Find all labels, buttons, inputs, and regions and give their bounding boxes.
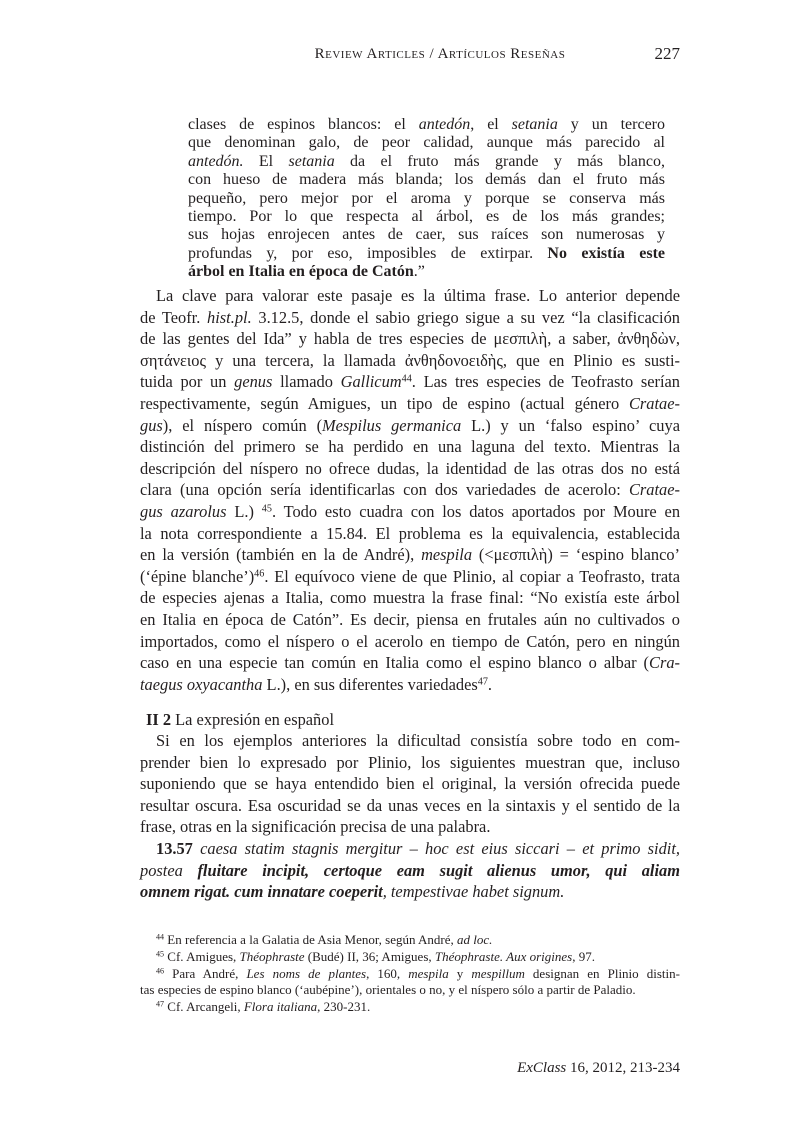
text-line (140, 982, 680, 999)
text-line (140, 860, 680, 882)
text-run: hist.pl. (207, 307, 252, 327)
footnote-ref: 45 (156, 949, 165, 959)
footnote-ref: 47 (156, 999, 165, 1009)
text-run: Théophraste. Aux origines (434, 948, 573, 964)
text-line (140, 674, 680, 696)
text-line (140, 393, 680, 415)
section-heading (146, 709, 334, 731)
text-run: tuida por un (140, 372, 235, 392)
text-line (140, 415, 680, 437)
text-run: que denominan galo, de peor calidad, aunque más parecido al (188, 134, 665, 152)
footnote-ref: 46 (254, 568, 265, 580)
text-line (188, 245, 665, 263)
text-run: . Las tres especies de Teofrasto serían (411, 372, 681, 392)
text-run: antedón (418, 116, 471, 133)
text-line (140, 566, 680, 588)
text-run: fluitare incipit, certoque eam sugit alienus umor, qui aliam (197, 860, 680, 880)
text-run: . (487, 674, 492, 694)
text-line (140, 609, 680, 631)
text-run: .” (413, 263, 425, 281)
text-run: árbol en Italia en época de Catón (188, 263, 414, 281)
text-run: tas especies de espino blanco (‘aubépine’), orientales o no, y el níspero sólo a partir de Paladio. (140, 982, 636, 998)
text-run: caso en una especie tan común en Italia como el espino blanco o albar ( (140, 653, 650, 673)
text-run: L.), en sus diferentes variedades (262, 674, 478, 694)
text-run: , el (470, 116, 512, 133)
text-run: suponiendo que se haya entendido bien el original, la versión ofrecida puede (140, 774, 680, 794)
text-run: (Budé) II, 36; Amigues, (304, 948, 435, 964)
body-paragraph (140, 285, 680, 695)
text-run: Gallicum (340, 372, 402, 392)
text-run: sus hojas enrojecen antes de caer, sus raíces son numerosas y (188, 226, 665, 244)
text-run: y un tercero (557, 116, 666, 133)
text-run: gus azarolus (140, 501, 227, 521)
text-run: frase, otras en la significación precisa de una palabra. (140, 817, 491, 837)
footnote-ref: 45 (261, 503, 272, 515)
text-run: σητάνειος y una tercera, la llamada ἀνθηδονοειδὴς, que en Plinio es susti- (140, 350, 680, 370)
text-line (140, 999, 680, 1016)
text-run: antedón. (188, 152, 244, 170)
footnote-ref: 44 (156, 932, 165, 942)
text-run: 13.57 (156, 839, 193, 858)
latin-quotation (140, 838, 680, 903)
text-line (146, 709, 334, 731)
text-line (188, 171, 665, 189)
text-run: , 160, (366, 965, 409, 981)
text-line (188, 153, 665, 171)
body-paragraph-2 (140, 730, 680, 838)
text-run: Flora italiana (243, 999, 318, 1015)
text-run: . Todo esto cuadra con los datos aportados por Moure en (271, 501, 681, 521)
text-run: postea (140, 860, 198, 880)
text-line (140, 285, 680, 307)
text-run: setania (511, 116, 558, 133)
text-line (140, 371, 680, 393)
text-run: importados, como el níspero o el acerolo en tiempo de Catón, pero en ningún (140, 631, 680, 651)
text-run: II 2 (146, 710, 172, 729)
journal-citation (517, 1060, 680, 1077)
text-run: Para André, (164, 965, 247, 981)
text-line (188, 134, 665, 152)
text-line (140, 795, 680, 817)
text-line (140, 881, 680, 903)
text-run: de especies ajenas a Italia, como muestra la frase final: “No existía este árbol (140, 588, 680, 608)
footnotes (140, 932, 680, 1016)
text-run: Cratae- (629, 393, 680, 413)
text-run: 3.12.5, donde el sabio griego sigue a su vez “la clasificación (251, 307, 680, 327)
text-run: de las gentes del Ida” y habla de tres especies de μεσπιλὴ, a saber, ἀνθηδὼν, (140, 329, 680, 349)
text-run: Mespilus germanica (322, 415, 462, 435)
text-run: , 230-231. (317, 999, 371, 1015)
footnote-ref: 46 (156, 966, 165, 976)
text-line (140, 932, 680, 949)
text-run: distinción del primero se ha perdido en una laguna del texto. Mientras la (140, 437, 680, 457)
text-run: con hueso de madera más blanda; los demás dan el fruto más (188, 171, 665, 189)
text-run: L.) y un ‘falso espino’ cuya (461, 415, 680, 435)
text-run: (<μεσπιλὴ) = ‘espino blanco’ (472, 545, 681, 565)
text-run: La clave para valorar este pasaje es la última frase. Lo anterior depende (156, 286, 680, 305)
text-run: profundas y, por eso, imposibles de extirpar. (188, 244, 548, 262)
text-run: genus (234, 372, 273, 392)
text-line (140, 949, 680, 966)
text-line (188, 226, 665, 244)
text-line (140, 966, 680, 983)
text-run: setania (288, 152, 335, 170)
text-run: mespillum (471, 965, 525, 981)
text-run: la nota correspondiente a 15.84. El problema es la equivalencia, establecida (140, 523, 680, 543)
text-run: llamado (272, 372, 341, 392)
text-run: caesa statim stagnis mergitur – hoc est eius siccari – et primo sidit, (200, 839, 680, 858)
text-line (188, 190, 665, 208)
text-run: mespila (408, 965, 449, 981)
text-line (140, 307, 680, 329)
text-line (140, 436, 680, 458)
text-line (140, 350, 680, 372)
text-run: gus (140, 415, 163, 435)
text-run: Cf. Amigues, (164, 948, 240, 964)
page-number: 227 (654, 44, 680, 63)
text-run: La expresión en español (171, 710, 335, 729)
citation-details: 16, 2012, 213-234 (566, 1060, 680, 1076)
text-run: . El equívoco viene de que Plinio, al copiar a Teofrasto, trata (264, 566, 681, 586)
text-run: Théophraste (239, 948, 305, 964)
footnote-ref: 44 (401, 373, 412, 385)
text-line (140, 523, 680, 545)
text-line (140, 752, 680, 774)
text-run: Si en los ejemplos anteriores la dificultad consistía sobre todo en com- (156, 731, 680, 750)
text-run: ad loc. (457, 932, 493, 947)
text-run: prender bien lo expresado por Plinio, los siguientes muestran que, incluso (140, 752, 680, 772)
text-run: , tempestivae habet signum. (382, 882, 565, 902)
text-line (140, 816, 680, 838)
text-line (188, 263, 665, 281)
text-line (140, 328, 680, 350)
running-header: Review Articles / Artículos Reseñas (314, 46, 566, 62)
text-run: clara (una opción sería identificarlas con dos variedades de acerolo: (140, 480, 629, 500)
text-run: Cra- (649, 653, 680, 673)
text-run: y (448, 965, 472, 981)
text-run: (‘épine blanche’) (140, 566, 255, 586)
text-line (140, 631, 680, 653)
text-run: en la versión (también en la de André), (140, 545, 422, 565)
text-run: en Italia en época de Catón”. Es decir, piensa en frutales aún no cultivados o (140, 609, 680, 629)
text-run: respectivamente, según Amigues, un tipo de espino (actual género (140, 393, 629, 413)
text-run: descripción del níspero no ofrece dudas, la identidad de las otras dos no está (140, 458, 680, 478)
text-run: Les noms de plantes (246, 965, 367, 981)
text-run: clases de espinos blancos: el (188, 116, 419, 133)
text-line (140, 730, 680, 752)
text-line (140, 501, 680, 523)
text-run: tiempo. Por lo que respecta al árbol, es de los más grandes; (188, 208, 665, 226)
text-line (188, 208, 665, 226)
text-run: El (243, 152, 289, 170)
text-line (140, 544, 680, 566)
text-run: ), el níspero común ( (162, 415, 323, 435)
text-line (140, 479, 680, 501)
text-run: pequeño, pero mejor por el aroma y porque se conserva más (188, 189, 665, 207)
text-line (140, 652, 680, 674)
text-run: designan en Plinio distin- (524, 965, 680, 981)
text-run: mespila (421, 545, 473, 565)
text-run: da el fruto más grande y más blanco, (334, 152, 666, 170)
journal-name: ExClass (517, 1060, 567, 1076)
text-run: No existía este (547, 244, 665, 262)
text-run: , 97. (572, 948, 595, 964)
text-line (140, 773, 680, 795)
text-run: L.) (226, 501, 262, 521)
text-run: de Teofr. (140, 307, 208, 327)
text-run: omnem rigat. cum innatare coeperit (140, 882, 383, 902)
text-run: Cratae- (629, 480, 680, 500)
text-run: Cf. Arcangeli, (164, 999, 244, 1015)
footnote-ref: 47 (477, 676, 488, 688)
text-run: En referencia a la Galatia de Asia Menor, según André, (164, 932, 457, 947)
text-line (140, 587, 680, 609)
block-quote (188, 116, 665, 282)
text-run: resultar oscura. Esa oscuridad se da unas veces en la sintaxis y el sentido de la (140, 795, 680, 815)
text-run: taegus oxyacantha (140, 674, 263, 694)
text-line (188, 116, 665, 134)
text-line (140, 838, 680, 860)
text-line (140, 458, 680, 480)
